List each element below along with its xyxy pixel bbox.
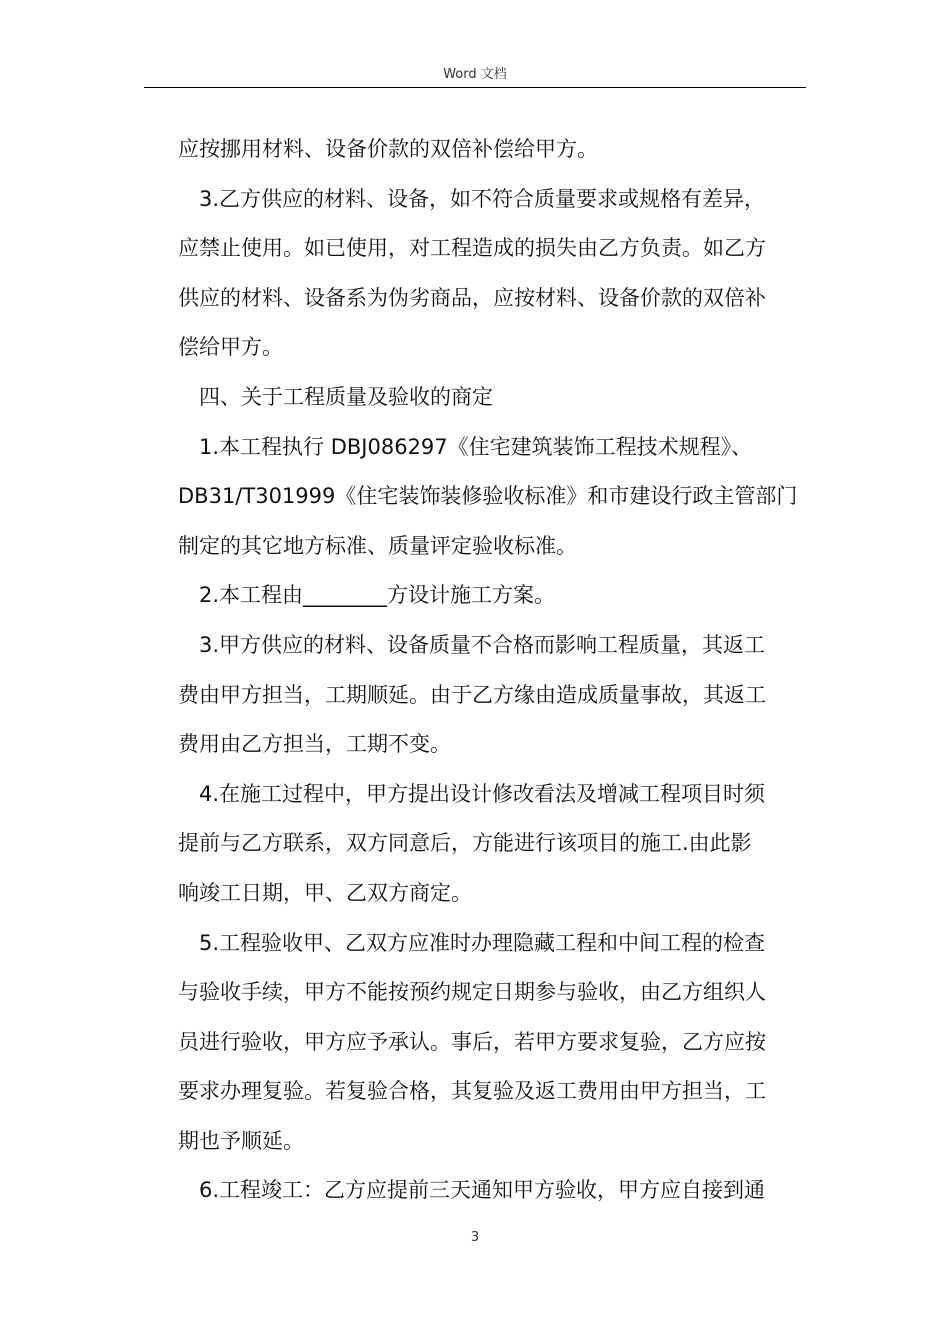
text-line: 响竣工日期，甲、乙双方商定。 <box>178 880 472 905</box>
text-line: 应禁止使用。如已使用，对工程造成的损失由乙方负责。如乙方 <box>178 236 766 261</box>
page-header: Word 文档 <box>443 67 507 82</box>
header-divider <box>144 87 806 88</box>
text-line: 1.本工程执行 DBJ086297《住宅建筑装饰工程技术规程》、 <box>199 434 753 459</box>
section-heading: 四、关于工程质量及验收的商定 <box>199 384 493 409</box>
text-line: 要求办理复验。若复验合格，其复验及返工费用由甲方担当，工 <box>178 1079 766 1104</box>
text-line: 供应的材料、设备系为伪劣商品，应按材料、设备价款的双倍补 <box>178 285 766 310</box>
text-line: DB31/T301999《住宅装饰装修验收标准》和市建设行政主管部门 <box>178 484 798 509</box>
text-line: 2.本工程由________方设计施工方案。 <box>199 583 556 608</box>
text-line: 期也予顺延。 <box>178 1128 304 1153</box>
text-line: 3.甲方供应的材料、设备质量不合格而影响工程质量，其返工 <box>199 632 766 657</box>
text-line: 偿给甲方。 <box>178 335 283 360</box>
page-number: 3 <box>470 1230 480 1245</box>
text-line: 5.工程验收甲、乙双方应准时办理隐藏工程和中间工程的检查 <box>199 930 766 955</box>
text-line: 3.乙方供应的材料、设备，如不符合质量要求或规格有差异， <box>199 186 766 211</box>
text-line: 6.工程竣工：乙方应提前三天通知甲方验收，甲方应自接到通 <box>199 1178 766 1203</box>
text-line: 4.在施工过程中，甲方提出设计修改看法及增减工程项目时须 <box>199 781 766 806</box>
text-line: 提前与乙方联系，双方同意后，方能进行该项目的施工.由此影 <box>178 831 752 856</box>
text-line: 制定的其它地方标准、质量评定验收标准。 <box>178 533 577 558</box>
text-line: 员进行验收，甲方应予承认。事后，若甲方要求复验，乙方应按 <box>178 1029 766 1054</box>
document-body <box>178 125 808 1216</box>
text-line: 与验收手续，甲方不能按预约规定日期参与验收，由乙方组织人 <box>178 980 766 1005</box>
text-line: 费用由乙方担当，工期不变。 <box>178 732 451 757</box>
text-line: 费由甲方担当，工期顺延。由于乙方缘由造成质量事故，其返工 <box>178 682 766 707</box>
text-line: 应按挪用材料、设备价款的双倍补偿给甲方。 <box>178 137 598 161</box>
